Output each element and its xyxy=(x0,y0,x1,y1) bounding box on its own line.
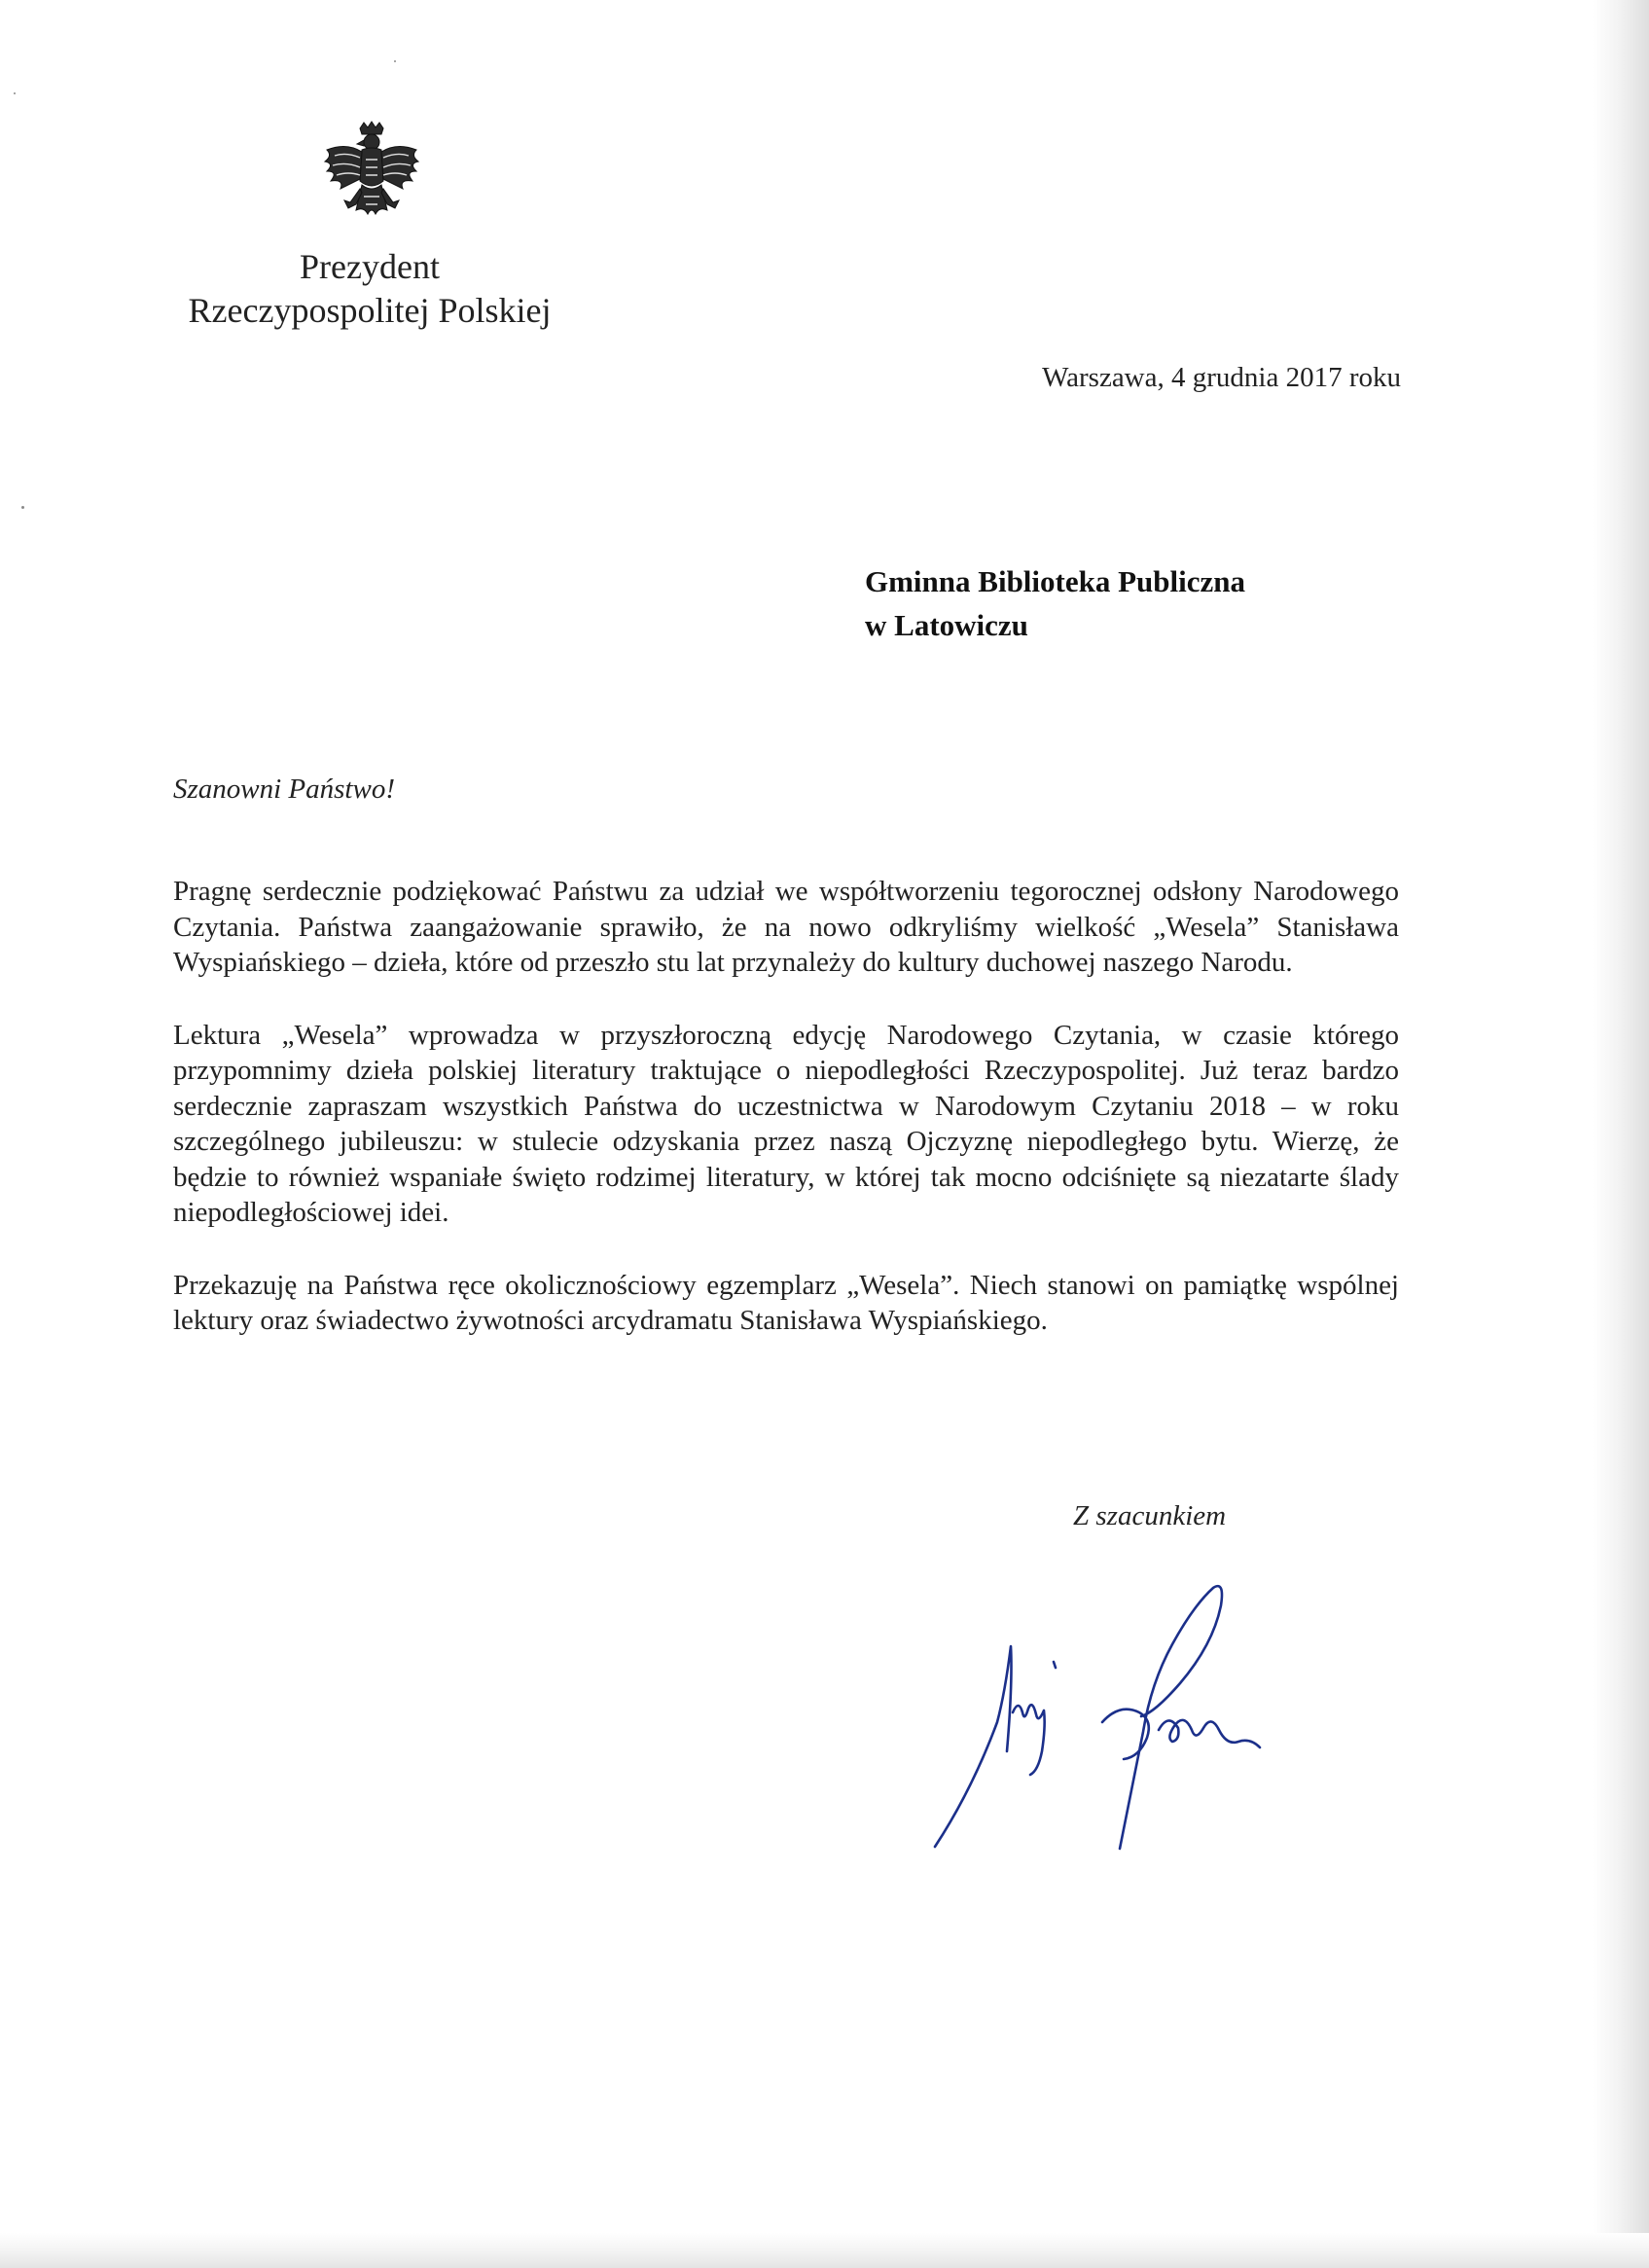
body-paragraph-3: Przekazuję na Państwa ręce okolicznościowy egzemplarz „Wesela”. Niech stanowi on pamiątkę wspólnej lektury oraz świadectwo żywotności arcydramatu Stanisława Wyspiańskiego. xyxy=(173,1269,1399,1336)
recipient-block xyxy=(865,559,1245,647)
scan-speck xyxy=(14,92,16,94)
closing-phrase: Z szacunkiem xyxy=(1073,1500,1227,1531)
body-paragraph-2: Lektura „Wesela” wprowadza w przyszłoroczną edycję Narodowego Czytania, w czasie którego przypomnimy dzieła polskiej literatury traktujące o niepodległości Rzeczypospolitej. Już teraz bardzo serdecznie zapraszam wszystkich Państwa do uczestnictwa w Narodowym Czytaniu 2018 – w roku szczególnego jubileuszu: w stulecie odzyskania przez naszą Ojczyznę niepodległego bytu. Wierzę, że będzie to również wspaniałe święto rodzimej literatury, w której tak mocno odciśnięte są niezatarte ślady niepodległościowej idei. xyxy=(173,1019,1399,1228)
letter-date: Warszawa, 4 grudnia 2017 roku xyxy=(1042,362,1401,393)
recipient-line2: w Latowiczu xyxy=(865,608,1028,642)
body-paragraph-1: Pragnę serdecznie podziękować Państwu za udział we współtworzeniu tegorocznej odsłony Narodowego Czytania. Państwa zaangażowanie sprawiło, że na nowo odkryliśmy wielkość „Wesela” Stanisława Wyspiańskiego – dzieła, które od przeszło stu lat przynależy do kultury duchowej naszego Narodu. xyxy=(173,876,1399,978)
recipient-line1: Gminna Biblioteka Publiczna xyxy=(865,564,1246,598)
polish-white-eagle-emblem-icon xyxy=(317,121,426,237)
letterhead-title-line2: Rzeczypospolitej Polskiej xyxy=(188,291,552,330)
handwritten-signature-icon xyxy=(929,1566,1308,1858)
scan-edge-right xyxy=(1593,0,1649,2268)
letterhead-title-line1: Prezydent xyxy=(300,247,440,286)
salutation: Szanowni Państwo! xyxy=(173,774,395,805)
scan-edge-bottom xyxy=(0,2233,1649,2268)
scan-speck xyxy=(21,506,24,509)
letter-body xyxy=(173,874,1399,1376)
scan-speck xyxy=(394,60,396,62)
letterhead-title xyxy=(156,245,584,333)
